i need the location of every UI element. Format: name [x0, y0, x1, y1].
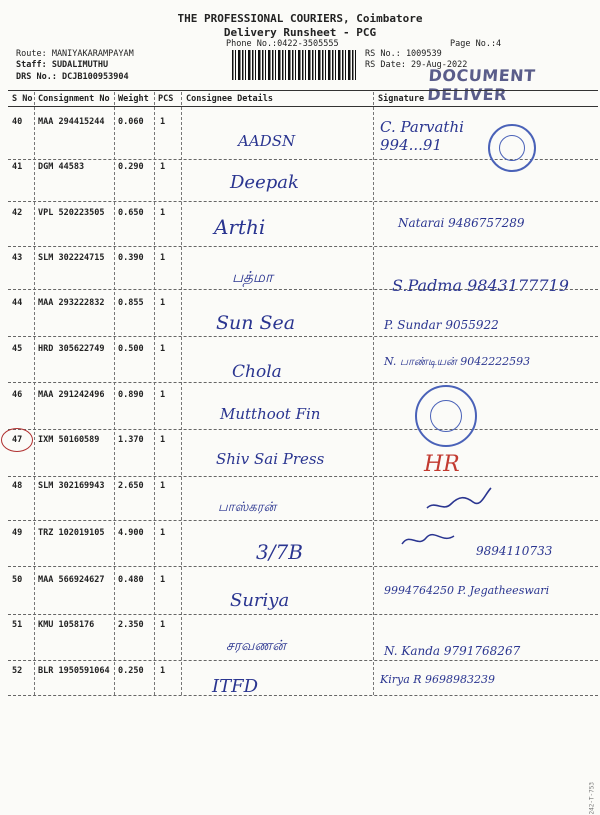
row-separator — [8, 520, 598, 521]
row-consignment: MAA 294415244 — [38, 117, 105, 127]
row-sno: 51 — [12, 620, 23, 630]
route: Route: MANIYAKARAMPAYAM — [16, 49, 134, 59]
row-consignee-handwriting: Chola — [232, 362, 282, 382]
row-signature: 9894110733 — [476, 544, 553, 558]
row-signature: Kirya R 9698983239 — [380, 673, 496, 686]
row-separator — [8, 614, 598, 615]
row-sno: 49 — [12, 528, 23, 538]
row-pcs: 1 — [160, 344, 166, 354]
barcode — [232, 50, 358, 80]
row-pcs: 1 — [160, 298, 166, 308]
row-signature: HR — [424, 452, 460, 477]
row-signature: S.Padma 9843177719 — [392, 276, 569, 295]
row-weight: 4.900 — [118, 528, 144, 538]
row-consignee-handwriting: Suriya — [230, 590, 290, 611]
staff: Staff: SUDALIMUTHU — [16, 60, 109, 70]
company-seal — [488, 124, 536, 172]
row-signature: Natarai 9486757289 — [398, 216, 525, 230]
row-consignment: SLM 302224715 — [38, 253, 105, 263]
row-consignee-handwriting: Shiv Sai Press — [216, 450, 325, 468]
row-consignee-handwriting: பத்மா — [232, 268, 273, 286]
margin-note: 242-T-753 — [589, 782, 596, 815]
company-title: THE PROFESSIONAL COURIERS, Coimbatore — [177, 12, 423, 25]
row-pcs: 1 — [160, 481, 166, 491]
row-sno: 45 — [12, 344, 23, 354]
row-pcs: 1 — [160, 208, 166, 218]
row-consignee-handwriting: Sun Sea — [216, 312, 296, 334]
document-delivered-stamp: DOCUMENT DELIVER — [426, 66, 537, 104]
row-weight: 0.480 — [118, 575, 144, 585]
row-pcs: 1 — [160, 253, 166, 263]
col-consignment: Consignment No — [38, 94, 110, 104]
col-divider — [114, 92, 115, 695]
col-divider — [34, 92, 35, 695]
row-consignee-handwriting: Mutthoot Fin — [220, 405, 321, 423]
header-bottom-rule — [8, 106, 598, 107]
row-sno: 50 — [12, 575, 23, 585]
row-sno: 40 — [12, 117, 23, 127]
row-weight: 0.650 — [118, 208, 144, 218]
row-weight: 0.855 — [118, 298, 144, 308]
row-pcs: 1 — [160, 666, 166, 676]
row-signature: 9994764250 P. Jegatheeswari — [384, 584, 550, 597]
col-divider — [181, 92, 182, 695]
row-separator — [8, 660, 598, 661]
row-separator — [8, 382, 598, 383]
row-weight: 0.250 — [118, 666, 144, 676]
row-pcs: 1 — [160, 528, 166, 538]
row-separator — [8, 201, 598, 202]
col-pcs: PCS — [158, 94, 174, 104]
row-pcs: 1 — [160, 575, 166, 585]
row-weight: 1.370 — [118, 435, 144, 445]
row-separator — [8, 566, 598, 567]
row-signature: C. Parvathi 994...91 — [380, 118, 464, 154]
row-consignment: SLM 302169943 — [38, 481, 105, 491]
col-divider — [154, 92, 155, 695]
company-seal — [415, 385, 477, 447]
row-consignment: TRZ 102019105 — [38, 528, 105, 538]
row-consignment: MAA 566924627 — [38, 575, 105, 585]
row-consignment: MAA 291242496 — [38, 390, 105, 400]
row-consignee-handwriting: ITFD — [212, 676, 259, 697]
row-sno: 52 — [12, 666, 23, 676]
col-weight: Weight — [118, 94, 149, 104]
col-sno: S No — [12, 94, 33, 104]
row-consignee-handwriting: சரவணன் — [226, 638, 286, 654]
row-separator — [8, 429, 598, 430]
signature-scribble — [398, 530, 458, 550]
row-sno: 43 — [12, 253, 23, 263]
row-consignee-handwriting: AADSN — [238, 132, 296, 150]
row-separator — [8, 289, 598, 290]
row-weight: 0.890 — [118, 390, 144, 400]
row-sno: 41 — [12, 162, 23, 172]
row-pcs: 1 — [160, 162, 166, 172]
row-consignment: HRD 305622749 — [38, 344, 105, 354]
row-consignee-handwriting: 3/7B — [256, 540, 303, 564]
col-signature: Signature — [378, 94, 425, 104]
col-divider — [373, 92, 374, 695]
row-sno: 46 — [12, 390, 23, 400]
row-consignee-handwriting: பாஸ்கரன் — [218, 500, 277, 515]
row-separator — [8, 246, 598, 247]
row-weight: 0.290 — [118, 162, 144, 172]
page-number: Page No.:4 — [450, 39, 502, 49]
row-signature: P. Sundar 9055922 — [384, 318, 499, 332]
col-consignee: Consignee Details — [186, 94, 273, 104]
row-separator — [8, 695, 598, 696]
row-weight: 0.500 — [118, 344, 144, 354]
row-separator — [8, 336, 598, 337]
row-signature: N. Kanda 9791768267 — [384, 644, 521, 658]
runsheet-subtitle: Delivery Runsheet - PCG — [223, 26, 377, 39]
row-consignment: VPL 520223505 — [38, 208, 105, 218]
phone-number: Phone No.:0422-3505555 — [226, 39, 339, 49]
row-consignment: IXM 50160589 — [38, 435, 100, 445]
row-weight: 0.390 — [118, 253, 144, 263]
row-weight: 0.060 — [118, 117, 144, 127]
rs-number: RS No.: 1009539 — [365, 49, 442, 59]
row-signature: N. பாண்டியன் 9042222593 — [384, 355, 531, 368]
signature-scribble — [425, 486, 495, 514]
drs-number: DRS No.: DCJB100953904 — [16, 72, 129, 82]
row-pcs: 1 — [160, 620, 166, 630]
row-sno: 47 — [12, 435, 23, 445]
row-sno: 44 — [12, 298, 23, 308]
row-separator — [8, 476, 598, 477]
row-consignee-handwriting: Deepak — [230, 172, 299, 193]
row-consignment: BLR 1950591064 — [38, 666, 110, 676]
row-pcs: 1 — [160, 117, 166, 127]
header-top-rule — [8, 90, 598, 91]
row-consignment: MAA 293222832 — [38, 298, 105, 308]
row-pcs: 1 — [160, 390, 166, 400]
row-pcs: 1 — [160, 435, 166, 445]
row-weight: 2.350 — [118, 620, 144, 630]
row-sno: 48 — [12, 481, 23, 491]
row-consignment: DGM 44583 — [38, 162, 85, 172]
row-consignee-handwriting: Arthi — [214, 215, 266, 239]
rs-date: RS Date: 29-Aug-2022 — [365, 60, 468, 70]
row-sno: 42 — [12, 208, 23, 218]
row-consignment: KMU 1058176 — [38, 620, 95, 630]
row-weight: 2.650 — [118, 481, 144, 491]
